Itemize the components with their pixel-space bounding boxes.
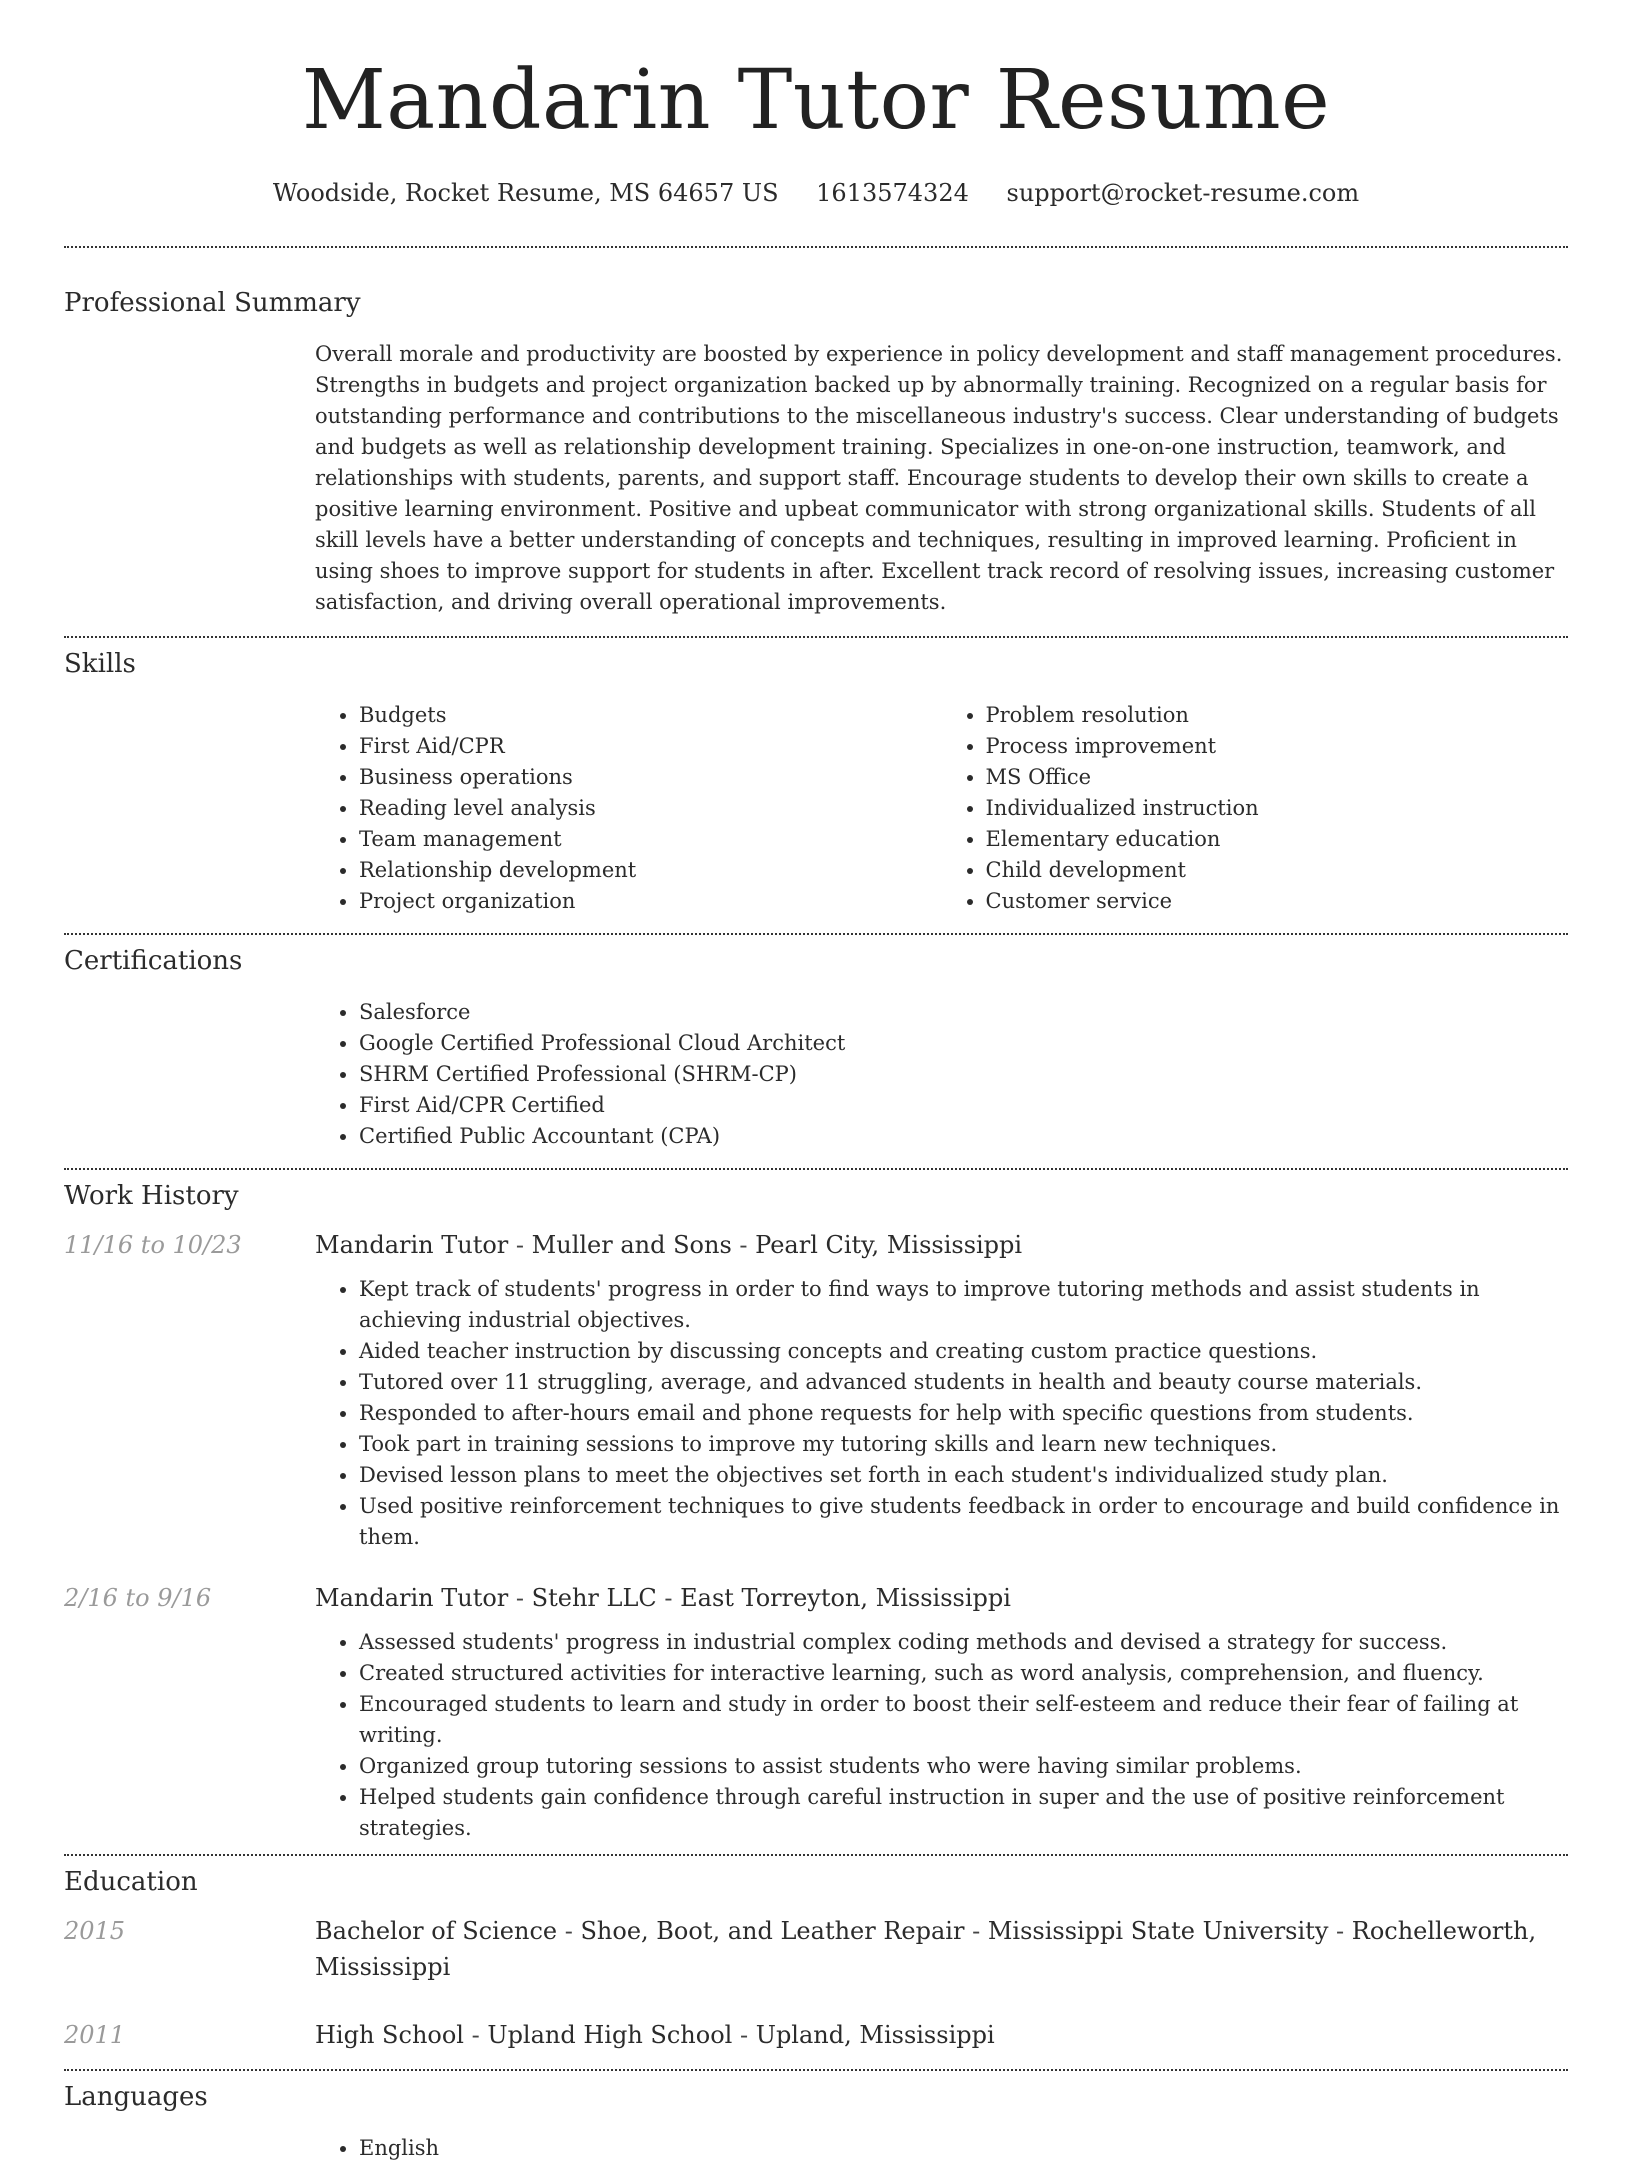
education-title-line bbox=[315, 2017, 1568, 2053]
list-item: • Used positive reinforcement techniques to give students feedback in order to encourage and build confidence in them. bbox=[359, 1491, 1568, 1553]
list-item: • Relationship development bbox=[359, 855, 942, 886]
education-year: 2011 bbox=[64, 2021, 126, 2049]
education-entry bbox=[64, 1913, 1568, 1985]
languages-heading: Languages bbox=[64, 2082, 208, 2112]
summary-section bbox=[64, 248, 1568, 636]
list-item: • Project organization bbox=[359, 886, 942, 917]
job-location: Pearl City, Mississippi bbox=[755, 1231, 1023, 1259]
list-item: • Process improvement bbox=[986, 731, 1569, 762]
list-item: • Took part in training sessions to improve my tutoring skills and learn new techniques. bbox=[359, 1429, 1568, 1460]
list-item: • Reading level analysis bbox=[359, 793, 942, 824]
contact-line bbox=[0, 179, 1632, 207]
education-entry bbox=[64, 2017, 1568, 2069]
job-dates: 11/16 to 10/23 bbox=[64, 1231, 242, 1259]
list-item: • First Aid/CPR Certified bbox=[359, 1090, 1568, 1121]
degree: High School bbox=[315, 2021, 464, 2049]
certifications-section bbox=[64, 935, 1568, 1168]
list-item: • Encouraged students to learn and study in order to boost their self-esteem and reduce their fear of failing at writing. bbox=[359, 1689, 1568, 1751]
education-year: 2015 bbox=[64, 1917, 126, 1945]
certifications-heading: Certifications bbox=[64, 946, 243, 976]
list-item: • English bbox=[359, 2133, 1568, 2164]
job-company: Stehr LLC bbox=[531, 1584, 657, 1612]
separator: - bbox=[463, 2021, 488, 2049]
job-entry bbox=[64, 1227, 1568, 1553]
separator: - bbox=[508, 1231, 532, 1259]
resume-title: Mandarin Tutor Resume bbox=[301, 53, 1331, 148]
list-item: • Certified Public Accountant (CPA) bbox=[359, 1121, 1568, 1152]
field-of-study: Shoe, Boot, and Leather Repair bbox=[580, 1917, 965, 1945]
work-history-heading: Work History bbox=[64, 1181, 239, 1211]
list-item: • First Aid/CPR bbox=[359, 731, 942, 762]
list-item: • Organized group tutoring sessions to assist students who were having similar problems. bbox=[359, 1751, 1568, 1782]
list-item: • Salesforce bbox=[359, 997, 1568, 1028]
list-item: • Kept track of students' progress in order to find ways to improve tutoring methods and assist students in achieving industrial objectives. bbox=[359, 1274, 1568, 1336]
list-item: • Helped students gain confidence through careful instruction in super and the use of positive reinforcement strategies. bbox=[359, 1782, 1568, 1844]
job-location: East Torreyton, Mississippi bbox=[680, 1584, 1011, 1612]
skills-section bbox=[64, 638, 1568, 933]
school-location: Rochelleworth, Mississippi bbox=[315, 1917, 1537, 1981]
school: Upland High School bbox=[487, 2021, 733, 2049]
skills-heading: Skills bbox=[64, 649, 136, 679]
list-item: • Customer service bbox=[986, 886, 1569, 917]
education-section bbox=[64, 1856, 1568, 2069]
languages-list bbox=[315, 2133, 1568, 2164]
work-history-section bbox=[64, 1170, 1568, 1854]
job-bullets bbox=[315, 1274, 1568, 1553]
list-item: • Elementary education bbox=[986, 824, 1569, 855]
list-item: • Problem resolution bbox=[986, 700, 1569, 731]
languages-section bbox=[64, 2071, 1568, 2164]
contact-email[interactable]: support@rocket-resume.com bbox=[1006, 179, 1360, 207]
list-item: • Budgets bbox=[359, 700, 942, 731]
certifications-list bbox=[315, 997, 1568, 1152]
list-item: • Business operations bbox=[359, 762, 942, 793]
skills-list-right bbox=[942, 700, 1569, 917]
separator: - bbox=[732, 2021, 756, 2049]
list-item: • Google Certified Professional Cloud Architect bbox=[359, 1028, 1568, 1059]
school: Mississippi State University bbox=[987, 1917, 1329, 1945]
separator: - bbox=[508, 1584, 532, 1612]
job-dates: 2/16 to 9/16 bbox=[64, 1584, 212, 1612]
job-title-line bbox=[315, 1227, 1568, 1263]
list-item: • Individualized instruction bbox=[986, 793, 1569, 824]
education-heading: Education bbox=[64, 1867, 198, 1897]
list-item: • Team management bbox=[359, 824, 942, 855]
skills-list-left bbox=[315, 700, 942, 917]
summary-text: Overall morale and productivity are boosted by experience in policy development and staff management procedures. Strengths in budgets and project organization backed up by abnormally training. Recognized on a regular basis for outstanding performance and contributions to the miscellaneous industry's success. Clear understanding of budgets and budgets as well as relationship development training. Specializes in one-on-one instruction, teamwork, and relationships with students, parents, and support staff. Encourage students to develop their own skills to create a positive learning environment. Positive and upbeat communicator with strong organizational skills. Students of all skill levels have a better understanding of concepts and techniques, resulting in improved learning. Proficient in using shoes to improve support for students in after. Excellent track record of resolving issues, increasing customer satisfaction, and driving overall operational improvements. bbox=[315, 342, 1563, 614]
list-item: • Devised lesson plans to meet the objectives set forth in each student's individualized study plan. bbox=[359, 1460, 1568, 1491]
contact-phone: 1613574324 bbox=[816, 179, 969, 207]
job-bullets bbox=[315, 1627, 1568, 1854]
separator: - bbox=[964, 1917, 988, 1945]
job-entry bbox=[64, 1580, 1568, 1854]
list-item: • Tutored over 11 struggling, average, and advanced students in health and beauty course materials. bbox=[359, 1367, 1568, 1398]
education-title-line bbox=[315, 1913, 1568, 1985]
list-item: • Created structured activities for interactive learning, such as word analysis, comprehension, and fluency. bbox=[359, 1658, 1568, 1689]
job-role: Mandarin Tutor bbox=[315, 1584, 509, 1612]
degree: Bachelor of Science bbox=[315, 1917, 558, 1945]
job-title-line bbox=[315, 1580, 1568, 1616]
contact-address: Woodside, Rocket Resume, MS 64657 US bbox=[272, 179, 779, 207]
list-item: • Assessed students' progress in industrial complex coding methods and devised a strategy for success. bbox=[359, 1627, 1568, 1658]
list-item: • Responded to after-hours email and phone requests for help with specific questions from students. bbox=[359, 1398, 1568, 1429]
separator: - bbox=[656, 1584, 681, 1612]
school-location: Upland, Mississippi bbox=[755, 2021, 995, 2049]
job-company: Muller and Sons bbox=[531, 1231, 732, 1259]
list-item: • MS Office bbox=[986, 762, 1569, 793]
list-item: • Child development bbox=[986, 855, 1569, 886]
separator: - bbox=[731, 1231, 756, 1259]
job-role: Mandarin Tutor bbox=[315, 1231, 509, 1259]
separator: - bbox=[557, 1917, 581, 1945]
list-item: • Aided teacher instruction by discussing concepts and creating custom practice questions. bbox=[359, 1336, 1568, 1367]
separator: - bbox=[1328, 1917, 1352, 1945]
list-item: • SHRM Certified Professional (SHRM-CP) bbox=[359, 1059, 1568, 1090]
summary-heading: Professional Summary bbox=[64, 288, 361, 318]
